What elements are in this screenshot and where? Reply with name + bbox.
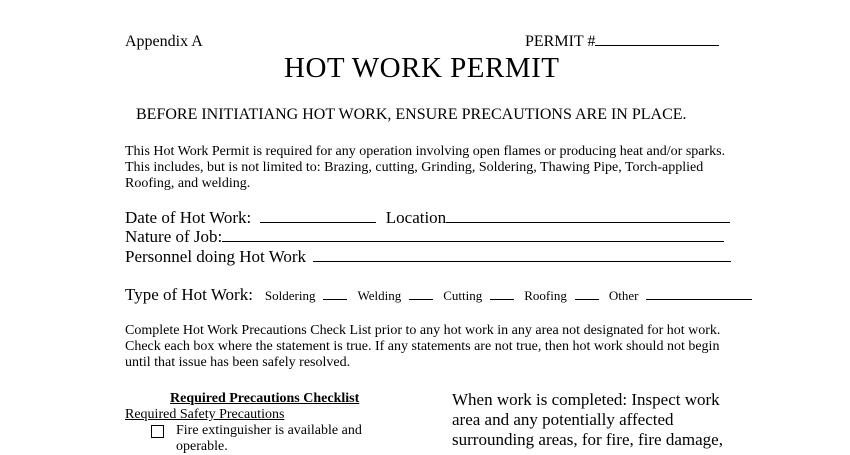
- option-other: Other: [608, 288, 639, 303]
- checklist-subheading: Required Safety Precautions: [125, 407, 285, 422]
- nature-label: Nature of Job:: [125, 227, 223, 246]
- type-of-work-row: [125, 285, 752, 305]
- location-label: Location: [385, 208, 447, 227]
- personnel-row: [125, 247, 731, 267]
- permit-number-field[interactable]: [525, 33, 719, 51]
- intro-line-2: This includes, but is not limited to: Brazing, cutting, Grinding, Soldering, Thawing Pipe, Torch-applied: [125, 160, 704, 175]
- cutting-blank[interactable]: [490, 298, 514, 300]
- checklist-item-1-line-2: operable.: [176, 439, 228, 454]
- permit-number-blank[interactable]: [595, 44, 719, 46]
- date-location-row: [125, 208, 730, 228]
- checklist-heading: Required Precautions Checklist: [170, 391, 360, 406]
- checklist-intro-line-1: Complete Hot Work Precautions Check List prior to any hot work in any area not designated for hot work.: [125, 323, 721, 338]
- welding-blank[interactable]: [409, 298, 433, 300]
- intro-line-3: Roofing, and welding.: [125, 176, 251, 191]
- warning-text: BEFORE INITIATIANG HOT WORK, ENSURE PRECAUTIONS ARE IN PLACE.: [136, 106, 687, 123]
- roofing-blank[interactable]: [575, 298, 599, 300]
- other-blank[interactable]: [646, 298, 752, 300]
- option-welding: Welding: [357, 288, 402, 303]
- checklist-intro-line-3: until that issue has been safely resolved.: [125, 355, 351, 370]
- date-label: Date of Hot Work:: [125, 208, 252, 227]
- checklist-item-1-line-1: Fire extinguisher is available and: [176, 423, 362, 438]
- nature-field[interactable]: [222, 240, 724, 242]
- nature-row: [125, 227, 724, 247]
- completion-line-1: When work is completed: Inspect work: [452, 390, 720, 409]
- option-cutting: Cutting: [443, 288, 483, 303]
- completion-line-2: area and any potentially affected: [452, 410, 674, 429]
- personnel-field[interactable]: [313, 260, 731, 262]
- completion-line-3: surrounding areas, for fire, fire damage,: [452, 430, 723, 449]
- appendix-label: Appendix A: [125, 33, 203, 50]
- personnel-label: Personnel doing Hot Work: [125, 247, 307, 266]
- option-soldering: Soldering: [264, 288, 316, 303]
- location-field[interactable]: [446, 221, 730, 223]
- type-of-work-label: Type of Hot Work:: [125, 285, 253, 304]
- fire-extinguisher-checkbox[interactable]: [151, 425, 164, 438]
- page-title: HOT WORK PERMIT: [284, 52, 560, 84]
- option-roofing: Roofing: [524, 288, 567, 303]
- checklist-intro-line-2: Check each box where the statement is true. If any statements are not true, then hot work should not begin: [125, 339, 720, 354]
- date-field[interactable]: [260, 221, 376, 223]
- permit-number-label: PERMIT #: [525, 33, 596, 50]
- intro-line-1: This Hot Work Permit is required for any operation involving open flames or producing heat and/or sparks.: [125, 144, 726, 159]
- soldering-blank[interactable]: [323, 298, 347, 300]
